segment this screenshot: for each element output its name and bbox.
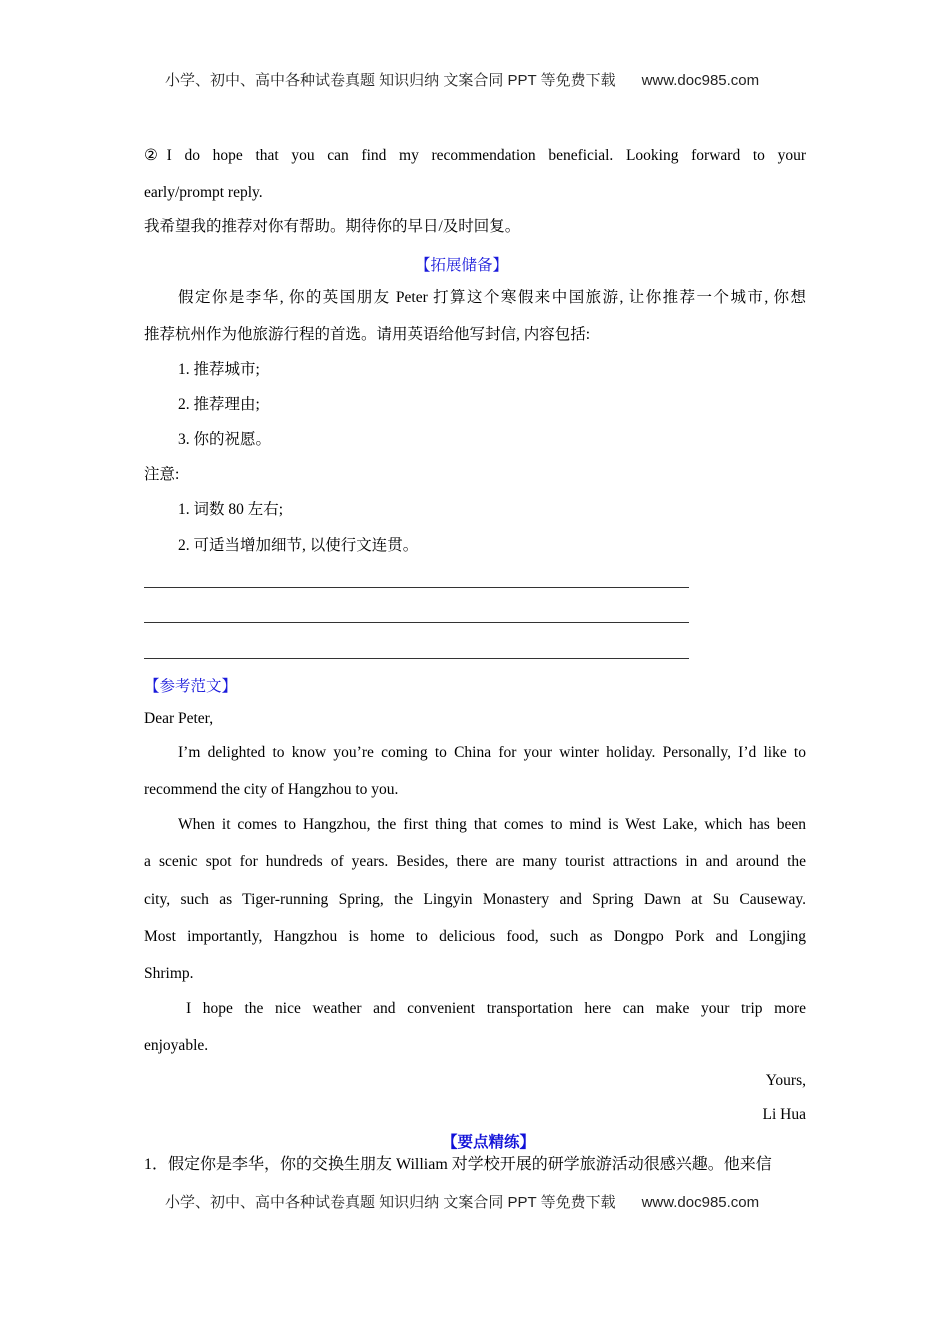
header-banner-text: 小学、初中、高中各种试卷真题 知识归纳 文案合同 PPT 等免费下载 [165,72,616,89]
answer-line-2[interactable] [144,622,689,623]
sample-salutation: Dear Peter, [144,710,214,727]
sample-p1-line-2: recommend the city of Hangzhou to you. [144,781,399,798]
content-item-3: 3. 你的祝愿。 [178,431,272,448]
header-banner [165,69,759,90]
notes-item-1: 1. 词数 80 左右; [178,501,284,518]
notes-label: 注意: [144,466,180,483]
sample-p1-line-1: I’m delighted to know you’re coming to China for your winter holiday. Personally, I’d like to [178,744,806,761]
content-item-1: 1. 推荐城市; [178,361,260,378]
sample-closing: Yours, [765,1072,806,1089]
sample-p2-line-2: a scenic spot for hundreds of years. Besides, there are many tourist attractions in and around the [144,853,806,870]
sample-p3-line-1: I hope the nice weather and convenient transportation here can make your trip more [186,1000,806,1017]
sample-signature: Li Hua [762,1106,806,1123]
header-site-link[interactable]: www.doc985.com [641,72,760,89]
notes-item-2: 2. 可适当增加细节, 以使行文连贯。 [178,537,419,554]
practice-heading: 【要点精练】 [442,1134,536,1151]
sample-p2-line-4: Most importantly, Hangzhou is home to delicious food, such as Dongpo Pork and Longjing [144,928,806,945]
extension-prompt-line-2: 推荐杭州作为他旅游行程的首选。请用英语给他写封信, 内容包括: [144,326,591,343]
content-item-2: 2. 推荐理由; [178,396,260,413]
answer-line-3[interactable] [144,658,689,659]
practice-question-1: 1．假定你是李华，你的交换生朋友 William 对学校开展的研学旅游活动很感兴趣。他来信 [144,1156,772,1173]
footer-banner [165,1191,759,1212]
sample-p2-line-1: When it comes to Hangzhou, the first thing that comes to mind is West Lake, which has been [178,816,806,833]
intro-translation: 我希望我的推荐对你有帮助。期待你的早日/及时回复。 [144,218,521,235]
sample-p2-line-3: city, such as Tiger-running Spring, the Lingyin Monastery and Spring Dawn at Su Causeway. [144,891,806,908]
answer-line-1[interactable] [144,587,689,588]
intro-line-2: early/prompt reply. [144,184,263,201]
sample-heading: 【参考范文】 [144,678,238,695]
intro-line-1: ②I do hope that you can find my recommendation beneficial. Looking forward to your [144,147,806,164]
footer-banner-text: 小学、初中、高中各种试卷真题 知识归纳 文案合同 PPT 等免费下载 [165,1194,616,1211]
extension-prompt-line-1: 假定你是李华, 你的英国朋友 Peter 打算这个寒假来中国旅游, 让你推荐一个城市, 你想 [178,289,806,306]
footer-site-link[interactable]: www.doc985.com [641,1194,760,1211]
sample-p3-line-2: enjoyable. [144,1037,209,1054]
extension-heading: 【拓展储备】 [415,257,509,274]
sample-p2-line-5: Shrimp. [144,965,194,982]
